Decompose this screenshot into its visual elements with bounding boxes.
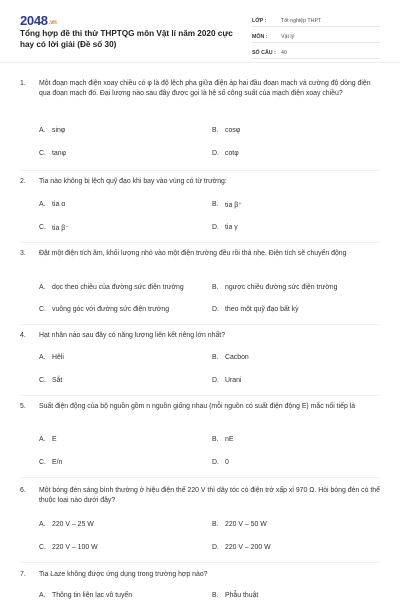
option-letter: D. xyxy=(212,377,219,384)
option-letter: B. xyxy=(212,284,219,291)
question-number: 4. xyxy=(20,332,26,339)
divider xyxy=(20,477,380,478)
option-b[interactable] xyxy=(212,592,258,599)
question-text: Tia nào không bị lệch quỹ đạo khi bay vào vùng có từ trường: xyxy=(39,178,227,185)
meta-row-subject xyxy=(252,29,380,43)
option-text: dọc theo chiều của đường sức điện trường xyxy=(52,284,184,291)
options-row xyxy=(20,127,380,141)
options-row xyxy=(20,306,380,320)
option-b[interactable] xyxy=(212,201,242,209)
options-row xyxy=(20,354,380,368)
question-6 xyxy=(20,486,380,507)
option-letter: C. xyxy=(39,224,46,231)
option-text: Urani xyxy=(225,377,242,384)
option-c[interactable] xyxy=(39,150,66,157)
question-text: Một bóng đèn sáng bình thường ở hiệu điện thế 220 V thì dây tóc có điện trở xấp xỉ 970 Ω. Hỏi bóng đèn có thể thuộc loại nào dưới đây? xyxy=(39,487,380,505)
option-text: Hêli xyxy=(52,354,64,361)
option-d[interactable] xyxy=(212,377,241,384)
meta-row-count xyxy=(252,45,380,59)
option-text: 220 V – 50 W xyxy=(225,521,267,528)
option-text: 220 V – 25 W xyxy=(52,521,94,528)
divider xyxy=(20,395,380,396)
divider xyxy=(20,170,380,171)
option-b[interactable] xyxy=(212,127,240,134)
option-text: cosφ xyxy=(225,127,241,134)
option-letter: A. xyxy=(39,284,46,291)
option-d[interactable] xyxy=(212,224,238,231)
option-text: ngược chiều đường sức điện trường xyxy=(225,284,338,291)
option-b[interactable] xyxy=(212,284,337,291)
option-letter: C. xyxy=(39,459,46,466)
options-row xyxy=(20,201,380,215)
question-1 xyxy=(20,79,380,100)
exam-title: Tổng hợp đề thi thử THPTQG môn Vật lí năm 2020 cực hay có lời giải (Đề số 30) xyxy=(20,29,233,49)
option-text: tia β⁻ xyxy=(52,225,69,232)
option-letter: C. xyxy=(39,306,46,313)
option-letter: C. xyxy=(39,150,46,157)
question-number: 5. xyxy=(20,403,26,410)
option-b[interactable] xyxy=(212,354,249,361)
option-d[interactable] xyxy=(212,459,229,466)
question-text: Đặt một điện tích âm, khối lượng nhỏ vào một điện trường đều rồi thả nhẹ. Điện tích sẽ chuyển động xyxy=(39,250,347,257)
exam-meta xyxy=(252,13,380,61)
option-text: Thông tin liên lạc vô tuyến xyxy=(52,592,133,599)
meta-label: SỐ CÂU : xyxy=(252,50,276,56)
option-letter: D. xyxy=(212,150,219,157)
options-row xyxy=(20,150,380,164)
question-number: 7. xyxy=(20,571,26,578)
option-letter: B. xyxy=(212,201,219,208)
meta-value: 40 xyxy=(281,50,287,56)
option-c[interactable] xyxy=(39,224,69,232)
option-letter: A. xyxy=(39,436,46,443)
options-row xyxy=(20,544,380,558)
option-a[interactable] xyxy=(39,127,65,134)
option-b[interactable] xyxy=(212,521,267,528)
option-letter: D. xyxy=(212,224,219,231)
option-a[interactable] xyxy=(39,201,65,208)
option-c[interactable] xyxy=(39,459,62,466)
option-a[interactable] xyxy=(39,284,184,291)
option-a[interactable] xyxy=(39,354,64,361)
option-text: theo một quỹ đạo bất kỳ xyxy=(225,306,299,313)
option-letter: B. xyxy=(212,436,219,443)
option-d[interactable] xyxy=(212,544,271,551)
option-letter: D. xyxy=(212,459,219,466)
question-number: 1. xyxy=(20,80,26,87)
options-row xyxy=(20,592,380,600)
option-text: vuông góc với đường sức điện trường xyxy=(52,306,170,313)
option-letter: B. xyxy=(212,592,219,599)
option-c[interactable] xyxy=(39,377,62,384)
option-c[interactable] xyxy=(39,306,169,313)
options-row xyxy=(20,224,380,238)
meta-value: Tốt nghiệp THPT xyxy=(281,18,322,24)
meta-label: MÔN : xyxy=(252,34,268,40)
question-text: Hạt nhân nào sau đây có năng lượng liên kết riêng lớn nhất? xyxy=(39,332,226,339)
option-letter: C. xyxy=(39,544,46,551)
option-letter: A. xyxy=(39,201,46,208)
question-number: 2. xyxy=(20,178,26,185)
question-text: Suất điện động của bộ nguồn gồm n nguồn giống nhau (mỗi nguồn có suất điện động E) mắc nối tiếp là xyxy=(39,403,356,410)
divider xyxy=(20,324,380,325)
option-text: tanφ xyxy=(52,150,67,157)
option-text: E xyxy=(52,436,57,443)
logo-text: 2048 xyxy=(20,13,48,28)
option-c[interactable] xyxy=(39,544,98,551)
question-number: 3. xyxy=(20,250,26,257)
meta-row-class xyxy=(252,13,380,27)
option-letter: A. xyxy=(39,521,46,528)
option-text: Sắt xyxy=(52,377,63,384)
meta-value: Vật lý xyxy=(281,34,295,40)
option-text: 220 V – 200 W xyxy=(225,544,271,551)
option-text: Cacbon xyxy=(225,354,249,361)
option-letter: B. xyxy=(212,354,219,361)
options-row xyxy=(20,377,380,391)
option-a[interactable] xyxy=(39,521,94,528)
option-d[interactable] xyxy=(212,150,239,157)
question-text: Một đoạn mạch điện xoay chiều có φ là độ lệch pha giữa điện áp hai đầu đoạn mạch và cường độ dòng điện qua đoạn mạch đó. Đại lượng nào sau đây được gọi là hệ số công suất của mạch điện xoay chiều? xyxy=(39,80,371,98)
divider xyxy=(20,562,380,563)
option-letter: A. xyxy=(39,354,46,361)
question-7 xyxy=(20,570,380,580)
option-text: tia α xyxy=(52,201,66,208)
divider xyxy=(20,242,380,243)
meta-label: LỚP : xyxy=(252,18,267,24)
site-logo[interactable] xyxy=(20,13,57,28)
options-row xyxy=(20,284,380,298)
option-letter: A. xyxy=(39,127,46,134)
question-5 xyxy=(20,402,380,412)
option-text: tia γ xyxy=(225,224,238,231)
option-text: nE xyxy=(225,436,234,443)
option-text: Phẫu thuật xyxy=(225,592,259,599)
option-text: 220 V – 100 W xyxy=(52,544,98,551)
question-number: 6. xyxy=(20,487,26,494)
option-letter: D. xyxy=(212,306,219,313)
option-letter: C. xyxy=(39,377,46,384)
option-text: sinφ xyxy=(52,127,66,134)
option-b[interactable] xyxy=(212,436,233,443)
option-text: 0 xyxy=(225,459,229,466)
question-text: Tia Laze không được ứng dụng trong trường hợp nào? xyxy=(39,571,208,578)
option-text: cotφ xyxy=(225,150,239,157)
question-2 xyxy=(20,177,380,187)
logo-suffix: .vn xyxy=(48,20,57,26)
option-text: tia β⁺ xyxy=(225,202,242,209)
option-d[interactable] xyxy=(212,306,299,313)
option-letter: B. xyxy=(212,521,219,528)
options-row xyxy=(20,521,380,535)
question-4 xyxy=(20,331,380,341)
question-3 xyxy=(20,249,380,259)
option-letter: D. xyxy=(212,544,219,551)
option-a[interactable] xyxy=(39,436,57,443)
option-a[interactable] xyxy=(39,592,132,599)
options-row xyxy=(20,459,380,473)
options-row xyxy=(20,436,380,450)
option-letter: A. xyxy=(39,592,46,599)
option-text: E/n xyxy=(52,459,63,466)
option-letter: B. xyxy=(212,127,219,134)
page-header xyxy=(0,0,400,63)
